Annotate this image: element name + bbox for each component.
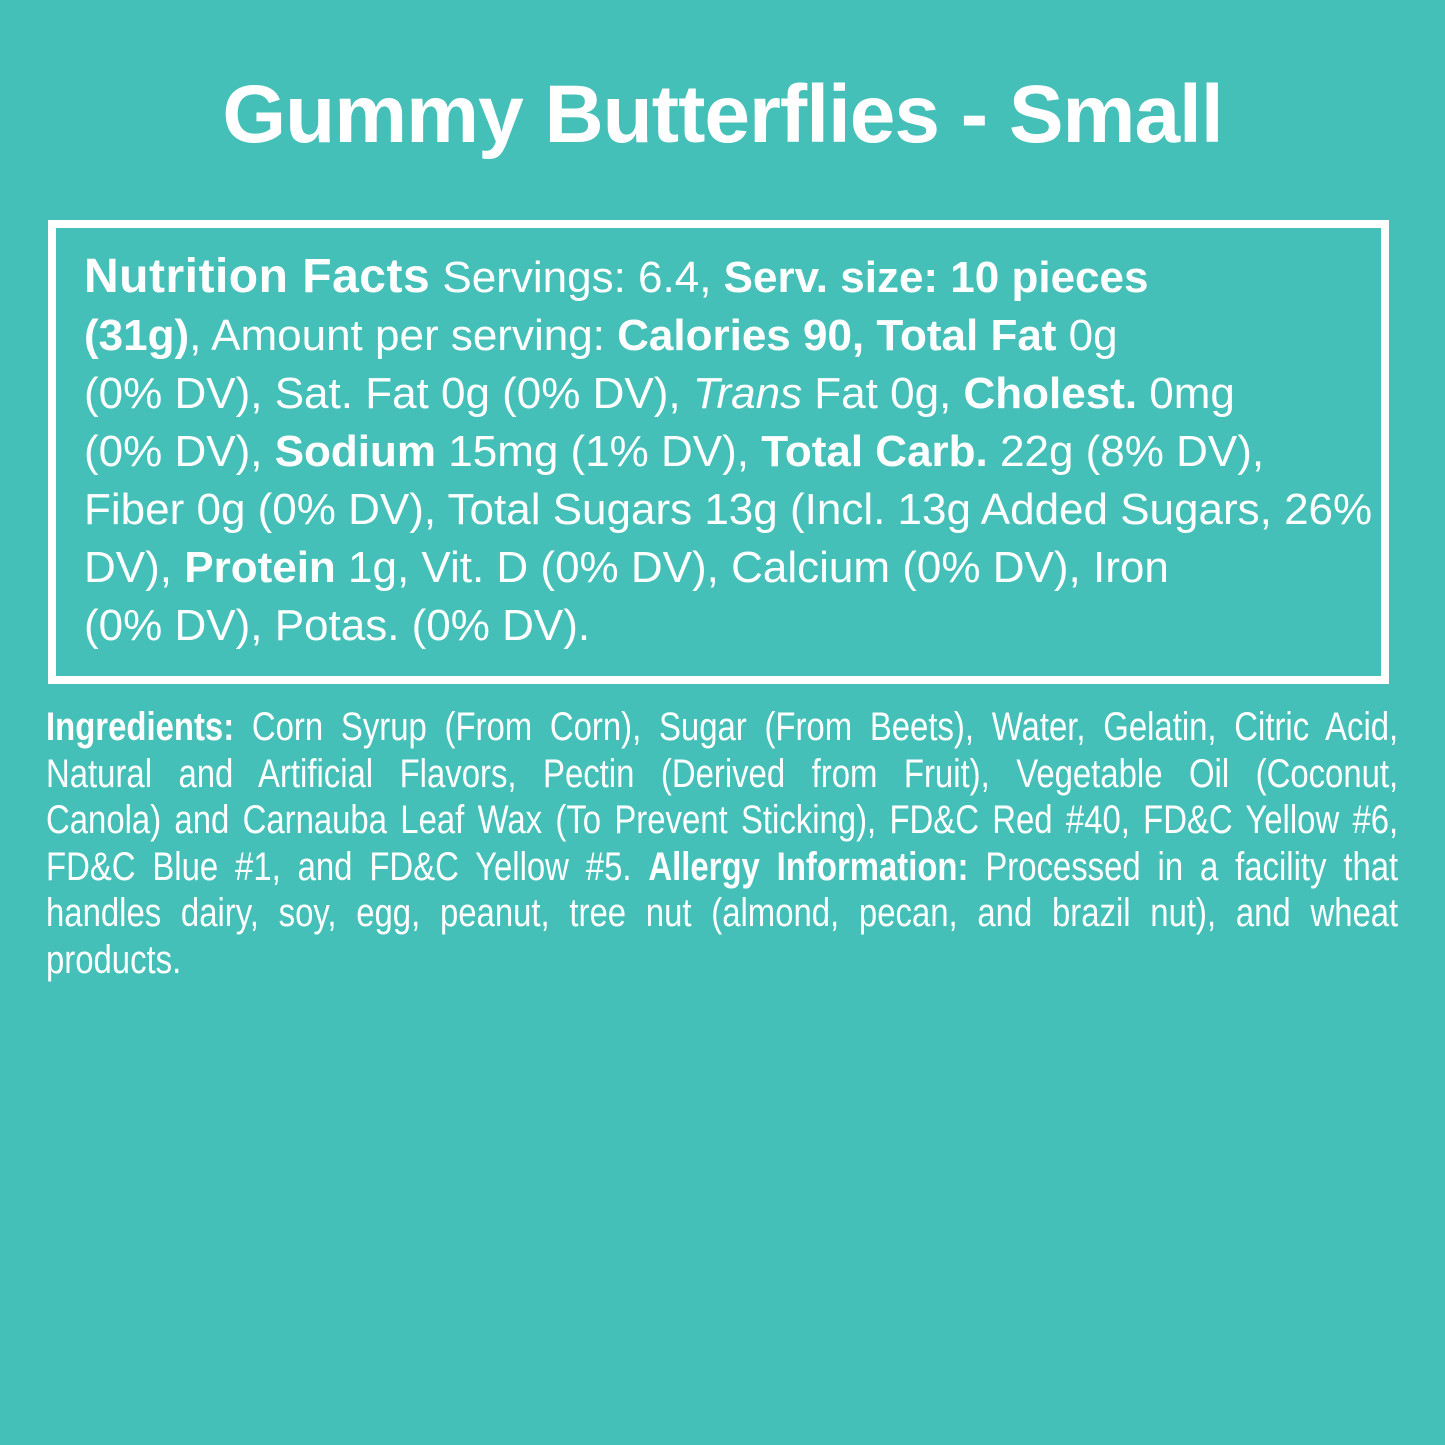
product-title: Gummy Butterflies - Small — [222, 69, 1223, 160]
text-segment: Servings: 6.4, — [430, 253, 724, 302]
text-segment: Protein — [184, 543, 336, 592]
text-line — [46, 797, 1398, 844]
text-segment: 0g — [1056, 311, 1118, 360]
ingredients-text — [46, 704, 1398, 983]
text-line — [84, 597, 1353, 655]
text-segment: (0% DV), Sat. Fat 0g (0% DV), — [84, 369, 693, 418]
text-segment: Allergy Information: — [648, 844, 969, 889]
text-segment: Fiber 0g (0% DV), Total Sugars 13g (Incl. 13g Added Sugars, 26% — [84, 485, 1373, 534]
text-segment: Cholest. — [963, 369, 1138, 418]
text-segment: Calories 90, Total Fat — [617, 311, 1057, 360]
text-line — [84, 481, 1373, 539]
text-line — [46, 704, 1398, 751]
text-segment: products. — [46, 937, 182, 982]
nutrition-facts-box — [48, 220, 1389, 684]
text-line — [46, 751, 1398, 798]
text-line — [84, 248, 1353, 307]
text-segment: , Amount per serving: — [189, 311, 618, 360]
text-segment: 22g (8% DV), — [987, 427, 1265, 476]
text-segment: Ingredients: — [46, 705, 235, 749]
text-segment: Sodium — [274, 427, 437, 476]
text-line — [46, 937, 1398, 984]
text-line — [46, 890, 1398, 937]
text-segment: 0mg — [1137, 369, 1235, 418]
text-line — [84, 307, 1353, 365]
nutrition-facts-heading: Nutrition Facts — [84, 250, 431, 303]
text-segment: Natural and Artificial Flavors, Pectin (Derived from Fruit), Vegetable Oil (Coconut, — [46, 751, 1399, 796]
ingredients-section — [46, 704, 1398, 983]
text-segment: Canola) and Carnauba Leaf Wax (To Prevent Sticking), FD&C Red #40, FD&C Yellow #6, — [46, 798, 1399, 842]
text-segment: DV), — [84, 543, 185, 592]
text-segment: FD&C Blue #1, and FD&C Yellow #5. — [46, 844, 649, 889]
text-segment: Total Carb. — [761, 427, 988, 476]
text-segment: 15mg (1% DV), — [436, 427, 762, 476]
nutrition-facts-text — [56, 228, 1381, 675]
text-segment: (0% DV), Potas. (0% DV). — [84, 601, 591, 650]
text-line — [84, 423, 1353, 481]
text-line — [84, 539, 1353, 597]
text-segment: Processed in a facility that — [968, 844, 1399, 889]
text-line — [84, 365, 1353, 423]
text-segment: Trans — [692, 369, 803, 418]
text-segment: (0% DV), — [84, 427, 275, 476]
text-segment: Fat 0g, — [802, 369, 964, 418]
text-segment: 1g, Vit. D (0% DV), Calcium (0% DV), Iron — [335, 543, 1169, 592]
text-segment: handles dairy, soy, egg, peanut, tree nut (almond, pecan, and brazil nut), and wheat — [46, 891, 1399, 935]
text-segment: Serv. size: 10 pieces — [723, 253, 1149, 302]
text-segment: Corn Syrup (From Corn), Sugar (From Beets), Water, Gelatin, Citric Acid, — [234, 705, 1399, 749]
text-line — [46, 844, 1398, 891]
text-segment: (31g) — [84, 311, 190, 360]
